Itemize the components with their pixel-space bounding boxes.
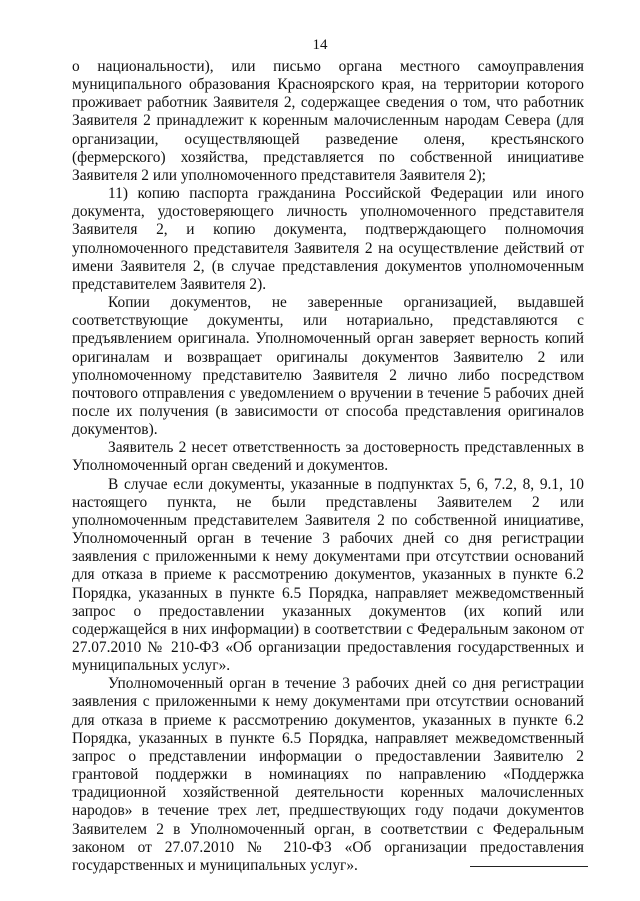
paragraph-grant-support-request: Уполномоченный орган в течение 3 рабочих дней со дня регистрации заявления с приложенными к нему документами при отсутствии оснований для отказа в приеме к рассмотрению документов, указанных в пункте 6.2 Порядка, указанных в пункте 6.5 Порядка, направляет межведомственный запрос о представлении информации о предоставлении Заявителю 2 грантовой поддержки в номинациях по направлению «Поддержка традиционной хозяйственной деятельности коренных малочисленных народов» в течение трех лет, предшествующих году подачи документов Заявителем 2 в Уполномоченный орган, в соответствии с Федеральным законом от 27.07.2010 № 210-ФЗ «Об организации предоставления государственных и муниципальных услуг». (72, 675, 584, 874)
document-body (72, 58, 584, 875)
paragraph-continuation: о национальности), или письмо органа местного самоуправления муниципального образования Красноярского края, на территории которого проживает работник Заявителя 2, содержащее сведения о том, что работник Заявителя 2 принадлежит к коренным малочисленным народам Севера (для организации, осуществляющей разведение оленя, крестьянского (фермерского) хозяйства, представляется по собственной инициативе Заявителя 2 или уполномоченного представителя Заявителя 2); (72, 58, 584, 184)
paragraph-copies: Копии документов, не заверенные организацией, выдавшей соответствующие документы, или нотариально, представляются с предъявлением оригинала. Уполномоченный орган заверяет верность копий оригиналам и возвращает оригиналы документов Заявителю 2 или уполномоченному представителю Заявителя 2 лично либо посредством почтового отправления с уведомлением о вручении в течение 5 рабочих дней после их получения (в зависимости от способа представления оригиналов документов). (72, 294, 584, 439)
footer-rule (470, 866, 588, 867)
page-number: 14 (312, 37, 328, 53)
paragraph-item-11: 11) копию паспорта гражданина Российской Федерации или иного документа, удостоверяющего личность уполномоченного представителя Заявителя 2, и копию документа, подтверждающего полномочия уполномоченного представителя Заявителя 2 на осуществление действий от имени Заявителя 2, (в случае представления документов уполномоченным представителем Заявителя 2). (72, 185, 584, 293)
paragraph-interagency-request: В случае если документы, указанные в подпунктах 5, 6, 7.2, 8, 9.1, 10 настоящего пункта, не были представлены Заявителем 2 или уполномоченным представителем Заявителя 2 по собственной инициативе, Уполномоченный орган в течение 3 рабочих дней со дня регистрации заявления с приложенными к нему документами при отсутствии оснований для отказа в приеме к рассмотрению документов, указанных в пункте 6.2 Порядка, указанных в пункте 6.5 Порядка, направляет межведомственный запрос о предоставлении указанных документов (их копий или содержащейся в них информации) в соответствии с Федеральным законом от 27.07.2010 № 210-ФЗ «Об организации предоставления государственных и муниципальных услуг». (72, 475, 584, 675)
paragraph-responsibility: Заявитель 2 несет ответственность за достоверность представленных в Уполномоченный орган сведений и документов. (72, 439, 584, 475)
